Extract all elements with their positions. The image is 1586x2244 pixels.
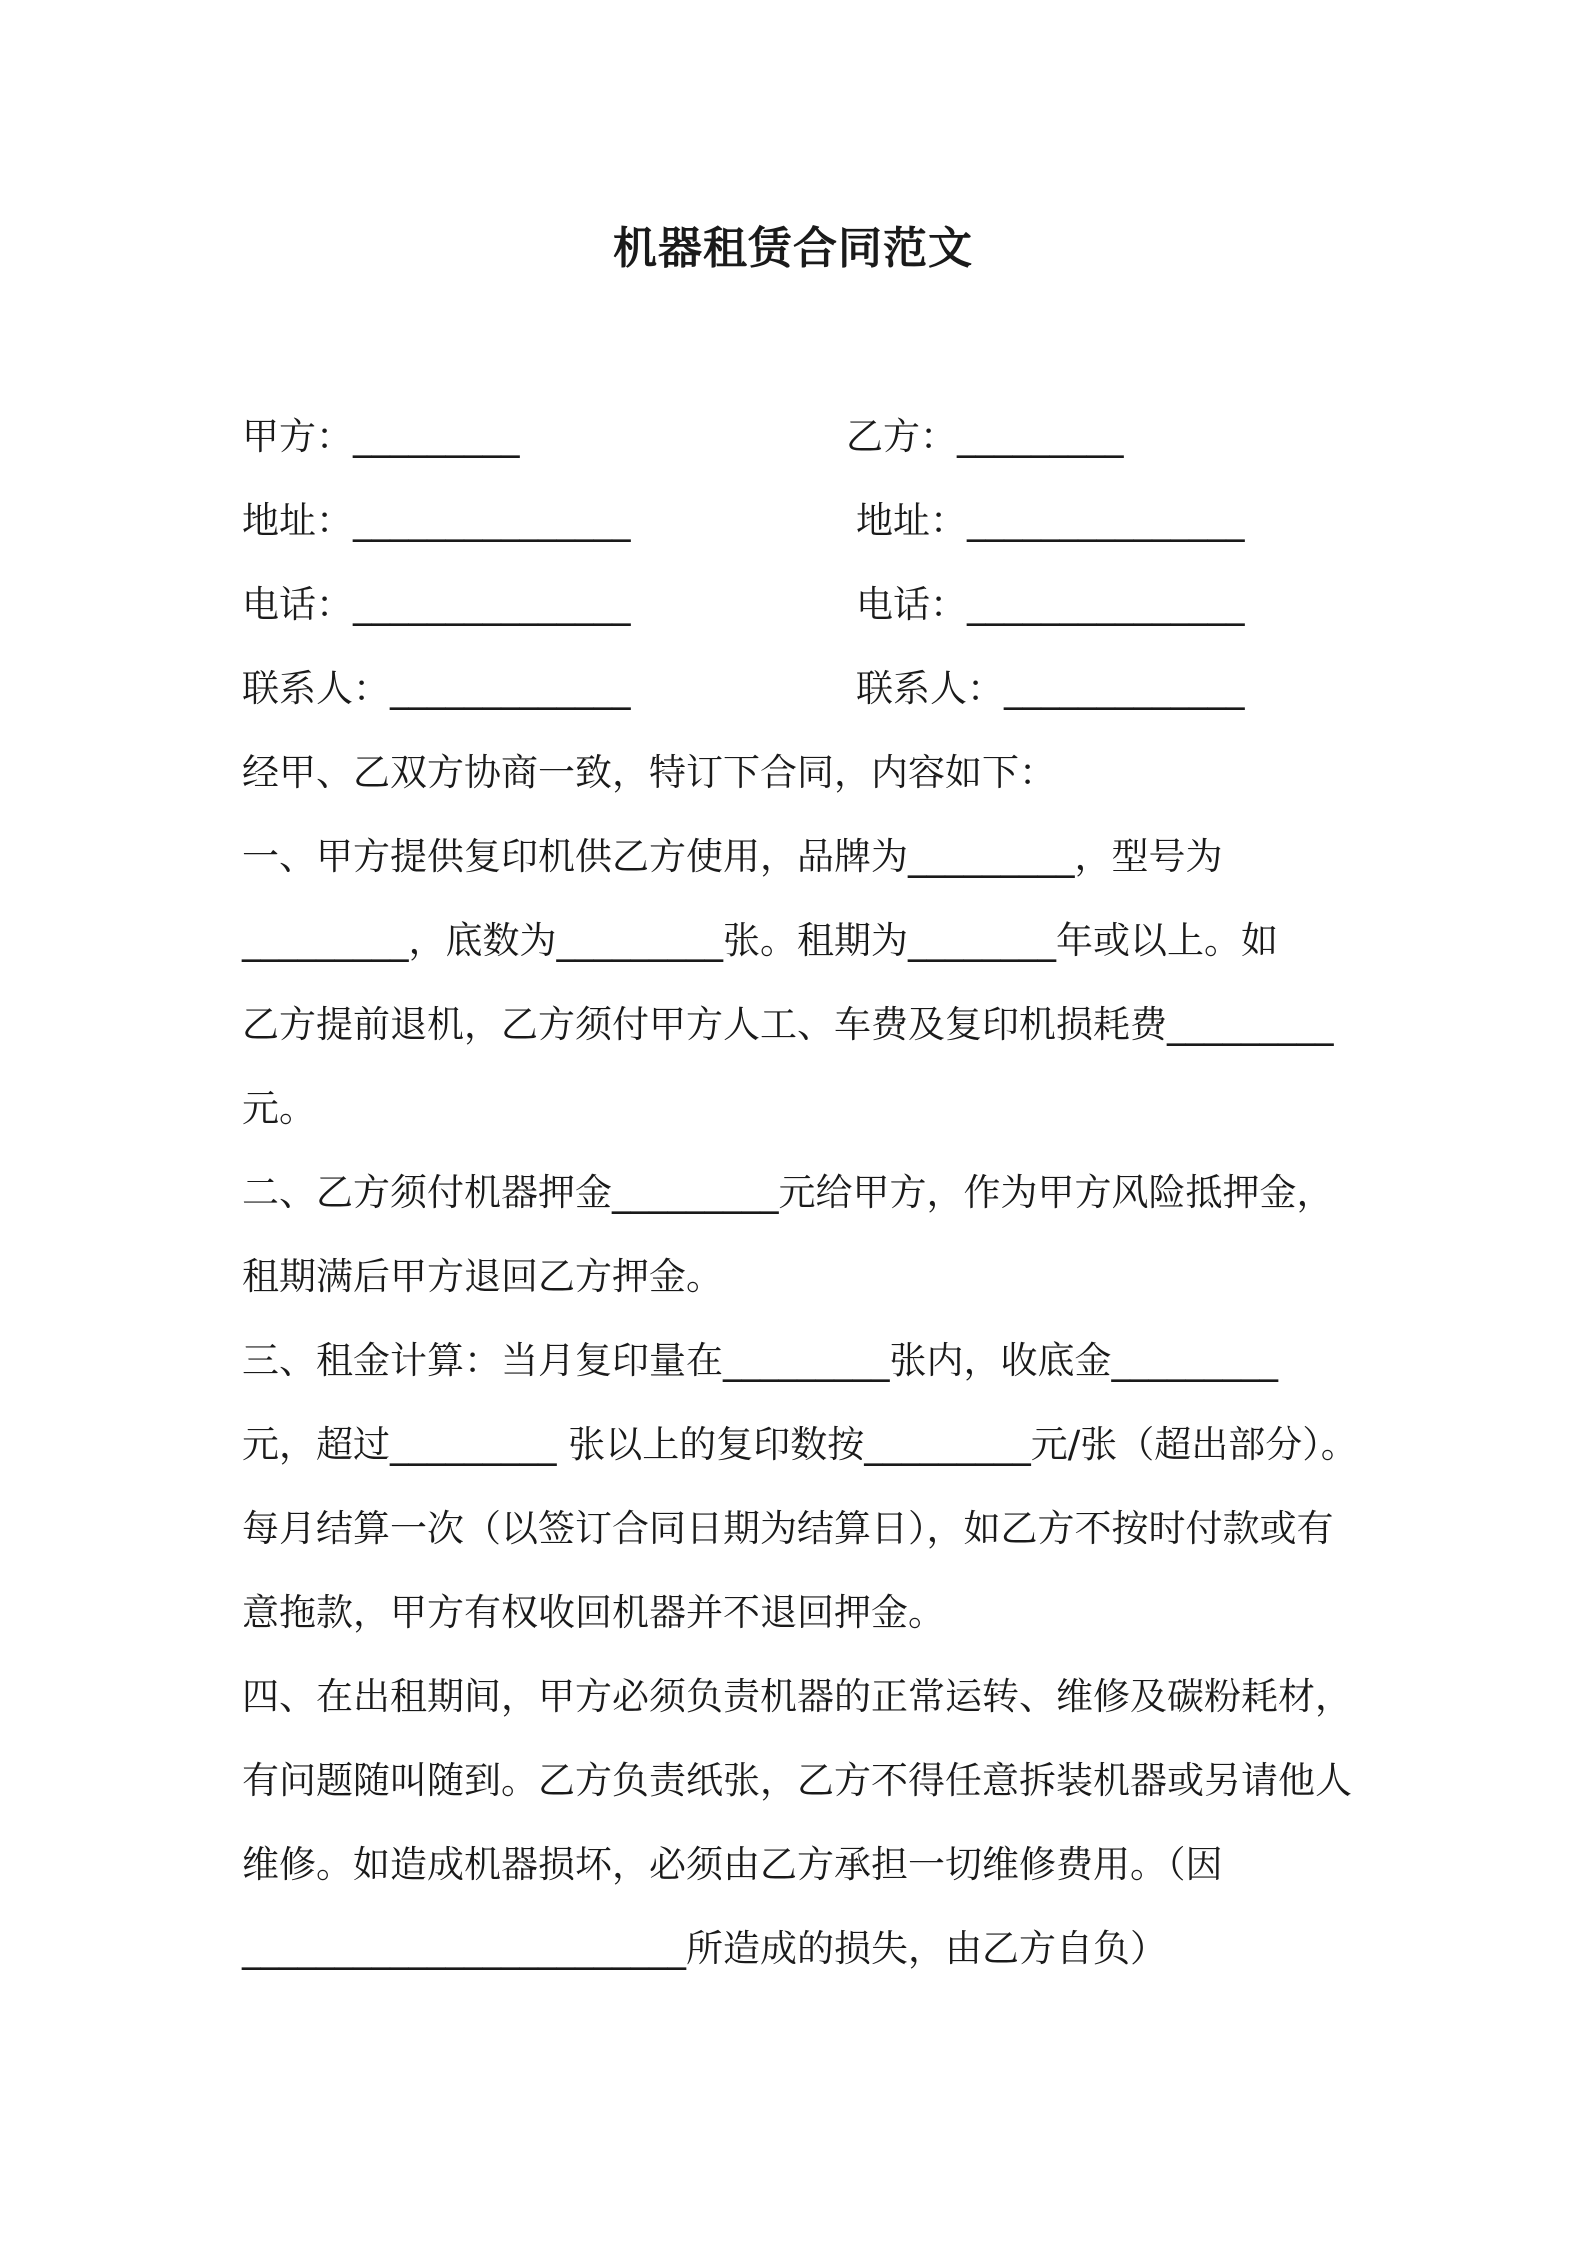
party-b-name-field: 乙方：_________ bbox=[846, 415, 1124, 458]
document-title: 机器租赁合同范文 bbox=[613, 223, 973, 274]
clause-3-line-1: 三、租金计算：当月复印量在_________张内，收底金_________ bbox=[242, 1339, 1278, 1382]
clause-1-line-4: 元。 bbox=[242, 1087, 316, 1130]
clause-1-line-3: 乙方提前退机，乙方须付甲方人工、车费及复印机损耗费_________ bbox=[242, 1003, 1334, 1046]
clause-3-line-3: 每月结算一次（以签订合同日期为结算日），如乙方不按时付款或有 bbox=[242, 1507, 1334, 1550]
party-a-contact-field: 联系人：_____________ bbox=[242, 667, 631, 710]
clause-1-line-2: _________，底数为_________张。租期为________年或以上。如 bbox=[242, 919, 1278, 962]
clause-4-line-4: ________________________所造成的损失，由乙方自负） bbox=[242, 1927, 1167, 1970]
clause-4-line-3: 维修。如造成机器损坏，必须由乙方承担一切维修费用。（因 bbox=[242, 1843, 1223, 1886]
clause-2-line-2: 租期满后甲方退回乙方押金。 bbox=[242, 1255, 723, 1298]
party-b-address-field: 地址：_______________ bbox=[856, 499, 1245, 542]
party-a-address-field: 地址：_______________ bbox=[242, 499, 631, 542]
party-b-phone-field: 电话：_______________ bbox=[856, 583, 1245, 626]
intro-line: 经甲、乙双方协商一致，特订下合同，内容如下： bbox=[242, 751, 1056, 794]
party-a-phone-field: 电话：_______________ bbox=[242, 583, 631, 626]
clause-3-line-2: 元，超过_________ 张以上的复印数按_________元/张（超出部分）。 bbox=[242, 1423, 1358, 1466]
clause-1-line-1: 一、甲方提供复印机供乙方使用，品牌为_________，型号为 bbox=[242, 835, 1223, 878]
party-b-contact-field: 联系人：_____________ bbox=[856, 667, 1245, 710]
party-a-name-field: 甲方：_________ bbox=[242, 415, 520, 458]
clause-2-line-1: 二、乙方须付机器押金_________元给甲方，作为甲方风险抵押金， bbox=[242, 1171, 1334, 1214]
clause-4-line-1: 四、在出租期间，甲方必须负责机器的正常运转、维修及碳粉耗材， bbox=[242, 1675, 1352, 1718]
clause-4-line-2: 有问题随叫随到。乙方负责纸张，乙方不得任意拆装机器或另请他人 bbox=[242, 1759, 1352, 1802]
clause-3-line-4: 意拖款，甲方有权收回机器并不退回押金。 bbox=[242, 1591, 945, 1634]
